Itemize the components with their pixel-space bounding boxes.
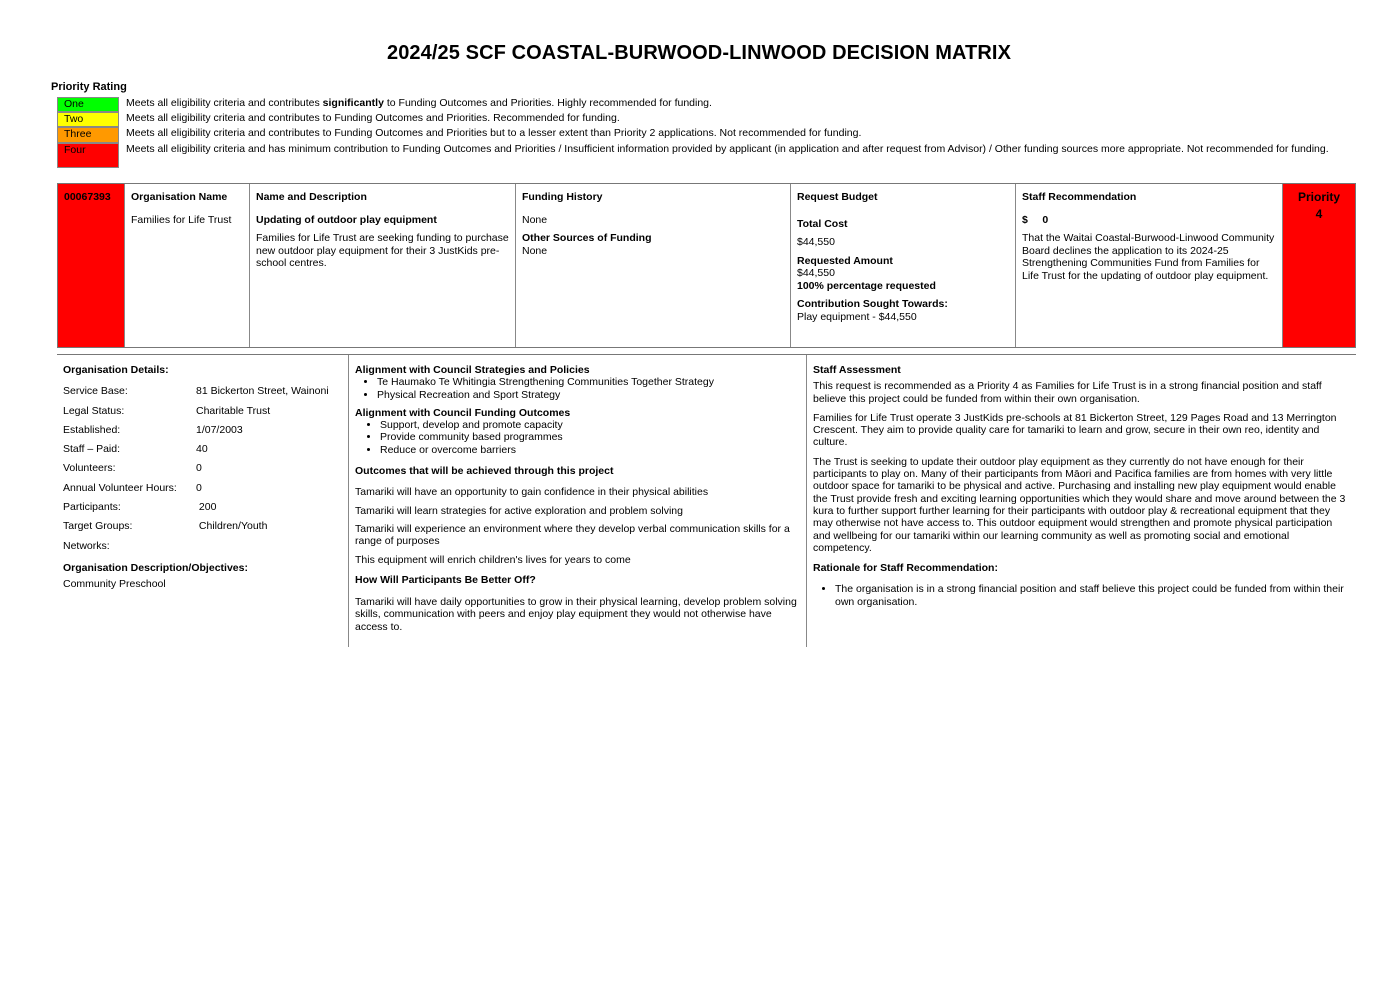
list-item: • Reduce or overcome barriers (380, 444, 800, 456)
rationale-list (813, 583, 1350, 608)
priority-desc-four: Meets all eligibility criteria and has minimum contribution to Funding Outcomes and Priorities / Insufficient information provided by applicant (in application and after request from Advisor) / Other funding sources more appropriate. Not recommended for funding. (126, 143, 1329, 155)
request-budget-heading: Request Budget (797, 191, 878, 203)
request-budget-cell (791, 184, 1016, 347)
detail-row-legal-status: Legal Status: Charitable Trust (63, 404, 271, 417)
org-name-heading: Organisation Name (131, 191, 228, 203)
contribution-heading: Contribution Sought Towards: (797, 298, 948, 310)
detail-row-staff-paid: Staff – Paid: 40 (63, 443, 208, 456)
staff-assessment-column (807, 355, 1356, 647)
org-description: Community Preschool (63, 578, 166, 591)
application-details-section (57, 354, 1356, 647)
rationale-heading: Rationale for Staff Recommendation: (813, 562, 998, 575)
list-item: • Te Haumako Te Whitingia Strengthening Communities Together Strategy (377, 376, 800, 388)
priority-swatch-four: Four (57, 143, 119, 168)
priority-desc-one: Meets all eligibility criteria and contributes significantly to Funding Outcomes and Priorities. Highly recommended for funding. (126, 97, 712, 109)
other-sources: None (522, 244, 548, 257)
application-id-cell (58, 184, 125, 347)
org-description-heading: Organisation Description/Objectives: (63, 561, 248, 574)
detail-row-service-base: Service Base: 81 Bickerton Street, Wainoni (63, 385, 329, 398)
application-id: 00067393 (64, 191, 111, 203)
priority-swatch-three: Three (57, 127, 119, 143)
achieved-outcomes-heading: Outcomes that will be achieved through this project (355, 465, 614, 478)
assessment-paragraph: The Trust is seeking to update their outdoor play equipment as they currently do not have enough for their participants to play on. Many of their participants from Māori and Pacifica families are from homes with very little outdoor space for tamariki to be physical and active. Purchasing and installing new play equipment would enable the Trust provide fresh and exciting learning opportunities which they would share and move around between the 3 kura to further support further learning for their participants with outdoor play & recreational equipment that they may otherwise not have access to. This outdoor equipment would strengthen and promote physical participation and wellbeing for our tamariki within our learning community as well as promoting social and emotional competency. (813, 455, 1346, 554)
contribution: Play equipment - $44,550 (797, 310, 917, 323)
detail-row-networks: Networks: (63, 539, 110, 552)
staff-recommendation-heading: Staff Recommendation (1022, 191, 1137, 203)
detail-row-established: Established: 1/07/2003 (63, 423, 243, 436)
name-description-heading: Name and Description (256, 191, 367, 203)
name-description-cell (250, 184, 516, 347)
funding-outcomes-heading: Alignment with Council Funding Outcomes (355, 406, 571, 419)
total-cost-heading: Total Cost (797, 217, 848, 230)
priority-row-four (57, 143, 1349, 168)
achieved-outcome: This equipment will enrich children's lives for years to come (355, 553, 631, 566)
assessment-paragraph: Families for Life Trust operate 3 JustKids pre-schools at 81 Bickerton Street, 129 Pages Road and 13 Merrington Crescent. They aim to provide quality care for tamariki to learn and grow, secure in their own reo, identity and culture. (813, 411, 1337, 449)
list-item: • The organisation is in a strong financial position and staff believe this project could be funded from within their own organisation. (835, 583, 1350, 608)
org-name-cell (125, 184, 250, 347)
priority-row-one (57, 97, 1349, 112)
other-sources-heading: Other Sources of Funding (522, 232, 652, 244)
list-item: • Physical Recreation and Sport Strategy (377, 389, 800, 401)
project-description: Families for Life Trust are seeking funding to purchase new outdoor play equipment for their 3 JustKids pre-school centres. (256, 232, 509, 269)
priority-cell (1283, 184, 1355, 347)
staff-recommendation-amount: $ 0 (1022, 213, 1049, 226)
strategies-heading: Alignment with Council Strategies and Policies (355, 364, 590, 376)
priority-heading: Priority (1297, 190, 1340, 204)
percentage-requested: 100% percentage requested (797, 279, 936, 292)
requested-amount-heading: Requested Amount (797, 254, 893, 267)
achieved-outcome: Tamariki will learn strategies for active exploration and problem solving (355, 504, 683, 517)
list-item: • Support, develop and promote capacity (380, 419, 800, 431)
application-summary-table (57, 183, 1356, 348)
staff-recommendation-text: That the Waitai Coastal-Burwood-Linwood Community Board declines the application to its 2024-25 Strengthening Communities Fund from Families for Life Trust for the updating of outdoor play equipment. (1022, 232, 1275, 282)
org-details-heading: Organisation Details: (63, 364, 169, 376)
better-off-heading: How Will Participants Be Better Off? (355, 573, 536, 586)
requested-amount: $44,550 (797, 267, 835, 279)
funding-history: None (522, 213, 548, 226)
staff-recommendation-cell (1016, 184, 1283, 347)
detail-row-target-groups: Target Groups: Children/Youth (63, 520, 268, 533)
better-off-text: Tamariki will have daily opportunities to grow in their physical learning, develop problem solving skills, communication with peers and enjoy play equipment they would not otherwise have access to. (355, 596, 797, 633)
priority-swatch-two: Two (57, 112, 119, 127)
priority-row-two (57, 112, 1349, 127)
priority-desc-two: Meets all eligibility criteria and contributes to Funding Outcomes and Priorities. Recommended for funding. (126, 112, 620, 124)
detail-row-volunteers: Volunteers: 0 (63, 462, 202, 475)
priority-rating-heading: Priority Rating (51, 81, 127, 93)
priority-value: 4 (1315, 206, 1323, 221)
alignment-column (349, 355, 807, 647)
staff-assessment-heading: Staff Assessment (813, 364, 901, 376)
list-item: • Provide community based programmes (380, 431, 800, 443)
funding-history-heading: Funding History (522, 191, 603, 203)
priority-desc-three: Meets all eligibility criteria and contributes to Funding Outcomes and Priorities but to a lesser extent than Priority 2 applications. Not recommended for funding. (126, 127, 862, 139)
funding-history-cell (516, 184, 791, 347)
detail-row-participants: Participants: 200 (63, 501, 217, 514)
page-title: 2024/25 SCF COASTAL-BURWOOD-LINWOOD DECISION MATRIX (386, 42, 1012, 64)
achieved-outcome: Tamariki will experience an environment where they develop verbal communication skills for a range of purposes (355, 522, 790, 548)
org-name: Families for Life Trust (131, 213, 232, 226)
total-cost: $44,550 (797, 236, 835, 248)
org-details-column (57, 355, 349, 647)
assessment-paragraph: This request is recommended as a Priority 4 as Families for Life Trust is in a strong financial position and staff believe this project could be funded from within their own organisation. (813, 380, 1322, 405)
priority-rating-legend (57, 97, 1349, 168)
priority-swatch-one: One (57, 97, 119, 112)
priority-row-three (57, 127, 1349, 143)
project-name: Updating of outdoor play equipment (256, 213, 437, 226)
detail-row-volunteer-hours: Annual Volunteer Hours: 0 (63, 481, 202, 494)
strategies-list (355, 376, 800, 401)
achieved-outcome: Tamariki will have an opportunity to gain confidence in their physical abilities (355, 486, 709, 499)
funding-outcomes-list (355, 419, 800, 456)
